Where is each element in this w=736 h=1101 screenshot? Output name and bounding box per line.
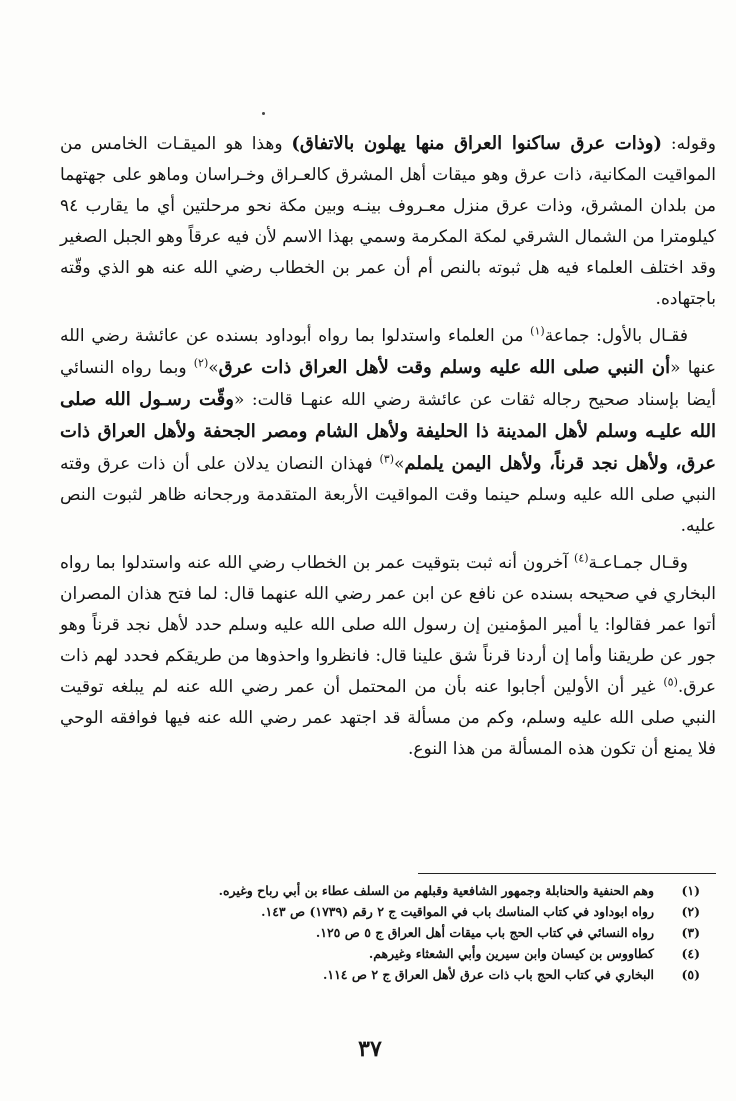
footnote-text: وهم الحنفية والحنابلة وجمهور الشافعية وقبلهم من السلف عطاء بن أبي رباح وغيره. bbox=[218, 883, 654, 898]
footnote-ref-4: (٤) bbox=[574, 551, 589, 565]
footnote-text: البخاري في كتاب الحج باب ذات عرق لأهل العراق ج ٢ ص ١١٤. bbox=[323, 967, 654, 982]
paragraph-3-text-a: وقـال جمـاعـة bbox=[588, 553, 688, 573]
ink-speck bbox=[262, 112, 265, 115]
footnote-item bbox=[80, 880, 700, 901]
footnote-text: كطاووس بن كيسان وابن سيرين وأبي الشعثاء وغيرهم. bbox=[368, 946, 654, 961]
quote-close-1: » bbox=[208, 358, 219, 378]
footnote-item bbox=[80, 964, 700, 985]
paragraph-1 bbox=[60, 128, 716, 315]
footnote-item bbox=[80, 943, 700, 964]
footnote-number: (٢) bbox=[681, 904, 700, 919]
footnote-ref-3: (٣) bbox=[379, 452, 395, 466]
footnote-number: (١) bbox=[681, 883, 700, 898]
paragraph-2 bbox=[60, 321, 716, 542]
footnote-text: رواه النسائي في كتاب الحج باب ميقات أهل العراق ج ٥ ص ١٢٥. bbox=[315, 925, 654, 940]
paragraph-3-text-c: غير أن الأولين أجابوا عنه بأن من المحتمل أن عمر رضي الله عنه لم يبلغه توقيت النبي صلى الله عليه وسلم، وكم من مسألة قد اجتهد عمر رضي الله عنه فيها فوافقه الوحي فلا يمنع أن تكون هذه المسألة من هذا النوع. bbox=[60, 677, 716, 759]
paragraph-2-text-b: من العلماء واستدلوا بما رواه أبوداود بسنده عن عائشة رضي الله عنها « bbox=[60, 326, 716, 378]
footnote-number: (٣) bbox=[681, 925, 700, 940]
poem-quote: (وذات عرق ساكنوا العراق منها يهلون بالاتفاق) bbox=[291, 133, 662, 154]
footnote-separator bbox=[418, 873, 716, 874]
paragraph-3 bbox=[60, 548, 716, 765]
footnote-number: (٥) bbox=[681, 967, 700, 982]
quote-close-2: » bbox=[394, 454, 405, 474]
paragraph-1-intro: وقوله: bbox=[662, 134, 717, 154]
paragraph-1-text: وهذا هو الميقـات الخامس من المواقيت المكانية، ذات عرق وهو ميقات أهل المشرق كالعـراق وخـراسان وماهو على جهتهما من بلدان المشرق، وذات عرق منزل معـروف بينـه وبين مكة نحو مرحلتين أي ما يقارب ٩٤ كيلومترا من الشمال الشرقي لمكة المكرمة وسمي بهذا الاسم لأن فيه عرقاً وهو الجبل الصغير وقد اختلف العلماء فيه هل ثبوته بالنص أم أن عمر بن الخطاب رضي الله عنه هو الذي وقّته باجتهاده. bbox=[60, 134, 716, 309]
hadith-quote-2: وقّت رسـول الله صلى الله عليـه وسلم لأهل المدينة ذا الحليفة ولأهل الشام ومصر الجحفة ولأهل العراق ذات عرق، ولأهل نجد قرناً، ولأهل اليمن يلملم bbox=[60, 389, 717, 474]
footnote-item bbox=[80, 901, 700, 922]
main-text bbox=[60, 128, 716, 771]
footnote-number: (٤) bbox=[681, 946, 700, 961]
footnote-text: رواه ابوداود في كتاب المناسك باب في المواقيت ج ٢ رقم (١٧٣٩) ص ١٤٣. bbox=[261, 904, 654, 919]
paragraph-3-text-b: آخرون أنه ثبت بتوقيت عمر بن الخطاب رضي الله عنه واستدلوا بما رواه البخاري في صحيحه بسنده عن نافع عن ابن عمر رضي الله عنهما قال: لما فتح هذان المصران أتوا عمر فقالوا: يا أمير المؤمنين إن رسول الله صلى الله عليه وسلم حدد لأهل نجد قرناً وهو جور عن طريقنا وأما إن أردنا قرناً شق علينا قال: فانظروا واحذوها من طريقكم فحدد لهم ذات عرق. bbox=[60, 553, 716, 697]
paragraph-2-text-c: وبما رواه النسائي أيضا بإسناد صحيح رجاله ثقات عن عائشة رضي الله عنهـا قالت: « bbox=[60, 358, 716, 410]
footnote-item bbox=[80, 922, 700, 943]
footnotes bbox=[80, 880, 700, 985]
footnote-ref-5: (٥) bbox=[663, 675, 678, 689]
footnote-ref-1: (١) bbox=[530, 324, 545, 338]
hadith-quote-1: أن النبي صلى الله عليه وسلم وقت لأهل العراق ذات عرق bbox=[218, 357, 671, 378]
paragraph-2-text-d: فهذان النصان يدلان على أن ذات عرق وقته النبي صلى الله عليه وسلم حينما وقت المواقيت الأربعة المتقدمة ورجحانه ظاهر لثبوت النص عليه. bbox=[60, 454, 716, 536]
paragraph-2-text-a: فقـال بالأول: جماعة bbox=[544, 326, 688, 346]
footnote-ref-2: (٢) bbox=[193, 356, 209, 370]
page-number: ٣٧ bbox=[358, 1036, 382, 1062]
